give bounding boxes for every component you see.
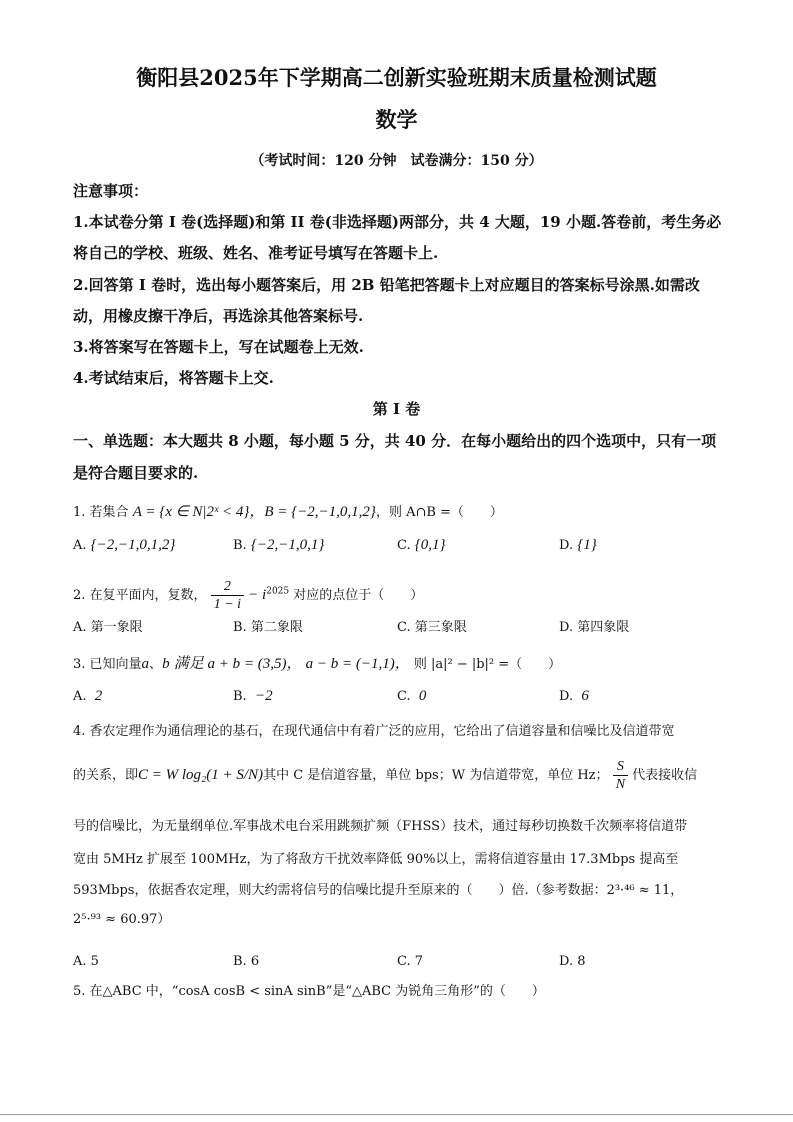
q4-formula: C = W log₂(1 + S/N) xyxy=(138,767,264,783)
note-item-1: 1.本试卷分第 I 卷(选择题)和第 II 卷(非选择题)两部分，共 4 大题，19 小题.答卷前，考生务必将自己的学校、班级、姓名、准考证号填写在答题卡上. xyxy=(73,213,722,262)
q1-ask: ，则 A∩B =（ ） xyxy=(375,505,503,520)
q4-line-3: 号的信噪比，为无量纲单位.军事战术电台采用跳频扩频（FHSS）技术，通过每秒切换数千次频率将信道带 xyxy=(73,819,688,834)
q4-option-d: D. 8 xyxy=(559,954,586,969)
exam-info: （考试时间：120 分钟 试卷满分：150 分） xyxy=(250,153,543,169)
q4-option-a: A. 5 xyxy=(73,954,99,969)
q4-line-1: 4. 香农定理作为通信理论的基石，在现代通信中有着广泛的应用，它给出了信道容量和信噪比及信道带宽 xyxy=(73,724,675,739)
question-3 xyxy=(73,652,561,673)
q4-line-6: 2⁵·⁹³ ≈ 60.97） xyxy=(73,912,171,927)
q1-option-c: C. {0,1} xyxy=(397,537,446,553)
q2-prefix: 2. 在复平面内，复数， xyxy=(73,588,207,603)
q1-prefix: 1. 若集合 xyxy=(73,505,129,520)
q1-set-a: A = {x ∈ N|2ˣ < 4} xyxy=(132,504,250,520)
q4-option-c: C. 7 xyxy=(397,954,424,969)
q3-option-a: A. 2 xyxy=(73,688,103,704)
q3-option-d: D. 6 xyxy=(559,688,589,704)
question-5: 5. 在△ABC 中，“cosA cosB < sinA sinB”是“△ABC 为锐角三角形”的（ ） xyxy=(73,984,545,999)
q3-vector-a: a xyxy=(141,656,150,672)
q3-prefix: 3. 已知向量 xyxy=(73,657,142,672)
note-item-3: 3.将答案写在答题卡上，写在试题卷上无效. xyxy=(73,338,364,356)
q4-line-4: 宽由 5MHz 扩展至 100MHz，为了将敌方干扰效率降低 90%以上，需将信道容量由 17.3Mbps 提高至 xyxy=(73,852,679,867)
notes-heading: 注意事项： xyxy=(73,182,149,200)
q3-option-b: B. −2 xyxy=(233,688,273,704)
q1-set-b: ，B = {−2,−1,0,1,2} xyxy=(249,504,376,520)
q2-fraction: $\frac{2}{1 - i}$ xyxy=(211,578,244,613)
q3-condition-1: 满足 a + b = (3,5)， xyxy=(173,656,302,672)
note-item-4: 4.考试结束后，将答题卡上交. xyxy=(73,369,274,387)
q2-exponent: 2025 xyxy=(266,586,290,597)
q4-option-b: B. 6 xyxy=(233,954,260,969)
q4-line-2: 的关系，即C = W log₂(1 + S/N)其中 C 是信道容量，单位 bps；W 为信道带宽，单位 Hz； $\frac{S}{N}$ 代表接收信 xyxy=(73,759,698,792)
q2-option-c: C. 第三象限 xyxy=(397,620,467,635)
q4-sn-fraction: $\frac{S}{N}$ xyxy=(613,758,628,793)
q1-option-a: A. {−2,−1,0,1,2} xyxy=(73,537,176,553)
q3-ask: 则 |a|² − |b|² =（ ） xyxy=(413,657,562,672)
subject-title: 数学 xyxy=(375,107,418,132)
q2-option-a: A. 第一象限 xyxy=(73,620,143,635)
question-2 xyxy=(73,578,423,613)
q1-option-b: B. {−2,−1,0,1} xyxy=(233,537,325,553)
note-item-2: 2.回答第 I 卷时，选出每小题答案后，用 2B 铅笔把答题卡上对应题目的答案标号涂黑.如需改动，用橡皮擦干净后，再选涂其他答案标号. xyxy=(73,276,700,325)
part-one-instructions: 一、单选题：本大题共 8 小题，每小题 5 分，共 40 分．在每小题给出的四个选项中，只有一项是符合题目要求的. xyxy=(73,432,717,482)
question-1 xyxy=(73,500,503,521)
exam-title: 衡阳县2025年下学期高二创新实验班期末质量检测试题 xyxy=(136,65,657,90)
q3-vector-b: b xyxy=(162,656,170,672)
q2-option-b: B. 第二象限 xyxy=(233,620,303,635)
q4-line-5: 593Mbps，依据香农定理，则大约需将信号的信噪比提升至原来的（ ）倍.（参考数据：2³·⁴⁶ ≈ 11， xyxy=(73,883,684,898)
q2-ask: 对应的点位于（ ） xyxy=(293,588,424,603)
q2-tail: − i xyxy=(248,587,267,603)
q1-option-d: D. {1} xyxy=(559,537,597,553)
section-title: 第 I 卷 xyxy=(372,400,421,418)
q3-separator: 、 xyxy=(149,657,163,672)
q3-option-c: C. 0 xyxy=(397,688,427,704)
page-bottom-rule xyxy=(0,1114,793,1115)
q3-condition-2: a − b = (−1,1)， xyxy=(305,656,410,672)
q2-option-d: D. 第四象限 xyxy=(559,620,630,635)
